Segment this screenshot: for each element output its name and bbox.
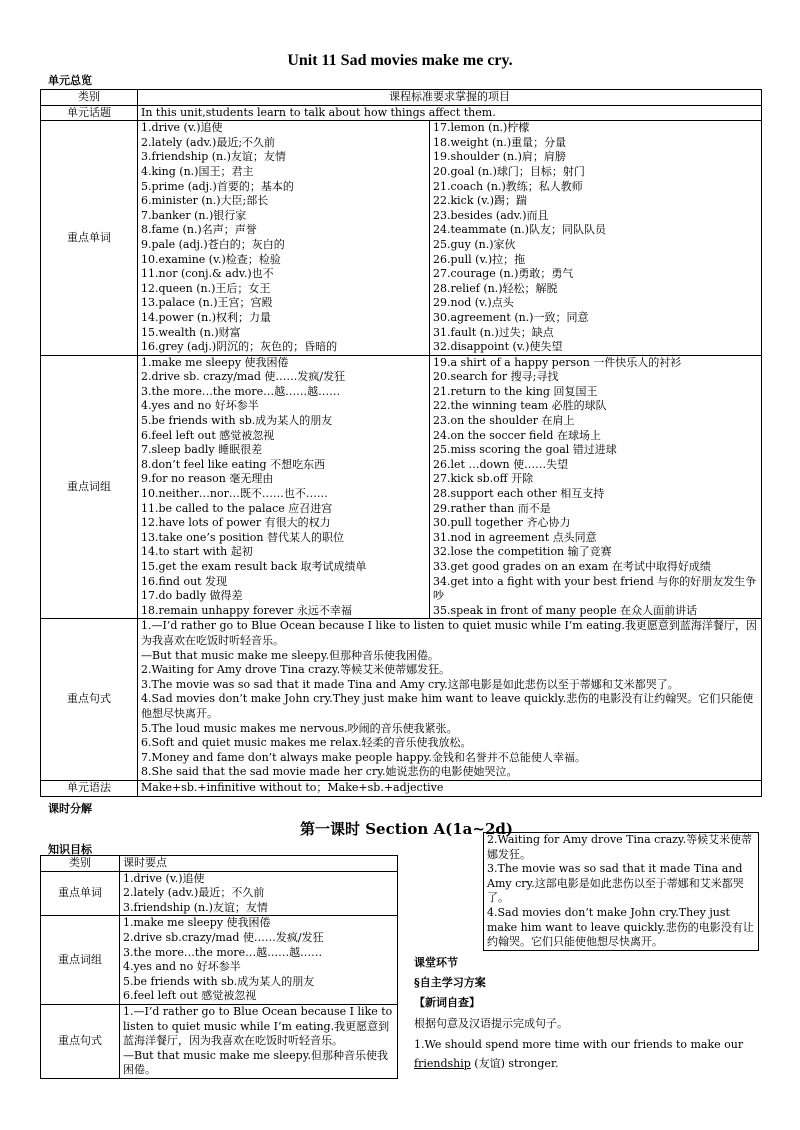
list-item: 17.lemon (n.)柠檬 (433, 121, 530, 135)
header-items: 课程标准要求掌握的项目 (138, 90, 762, 106)
list-item: 22.kick (v.)踢；踹 (433, 194, 527, 208)
list-item: 29.rather than 而不是 (433, 501, 551, 515)
list-item: 25.miss scoring the goal 错过进球 (433, 443, 617, 457)
lesson-phrase-list (120, 916, 398, 1005)
list-item: 11.be called to the palace 应召进宫 (141, 501, 333, 515)
sentences-list (138, 619, 762, 781)
list-item: 12.queen (n.)王后；女王 (141, 281, 271, 295)
phrases-row (41, 355, 762, 619)
list-item: 13.palace (n.)王宫；宫殿 (141, 296, 273, 310)
lesson-sentence-cell (120, 1004, 398, 1078)
list-item: 1.drive (v.)追使 (141, 121, 223, 135)
grammar-row (41, 780, 762, 796)
sentence-continuation-box (483, 832, 759, 951)
list-item: 9.for no reason 毫无理由 (141, 472, 274, 486)
list-item: 1.drive (v.)追使 (123, 871, 205, 885)
list-item: 20.search for 搜寻;寻找 (433, 370, 559, 384)
topic-text: In this unit,students learn to talk about how things affect them. (138, 105, 762, 121)
list-item: 24.on the soccer field 在球场上 (433, 428, 601, 442)
list-item: 7.Money and fame don’t always make people happy.金钱和名誉并不总能使人幸福。 (141, 750, 586, 764)
list-item: 25.guy (n.)家伙 (433, 237, 516, 251)
list-item: 28.relief (n.)轻松；解脱 (433, 281, 558, 295)
list-item: 3.friendship (n.)友谊；友情 (141, 150, 286, 164)
list-item: 14.power (n.)权利；力量 (141, 310, 272, 324)
lesson-sentence-1: 1.—I’d rather go to Blue Ocean because I like to listen to quiet music while I’m eating.我更愿意到蓝海洋餐厅，因为我喜欢在吃饭时听轻音乐。 (123, 1004, 393, 1048)
exercise-instruction: 根据句意及汉语提示完成句子。 (414, 1017, 568, 1030)
list-item: 4.yes and no 好坏参半 (141, 399, 259, 413)
list-item: 4.king (n.)国王；君主 (141, 164, 254, 178)
list-item: 5.be friends with sb.成为某人的朋友 (141, 414, 333, 428)
exercise-1 (414, 1035, 759, 1073)
list-item: 27.courage (n.)勇敢；勇气 (433, 267, 574, 281)
list-item: 10.neither…nor…既不……也不…… (141, 487, 328, 501)
list-item: 5.prime (adj.)首要的；基本的 (141, 179, 294, 193)
lesson-sentence-2: —But that music make me sleepy.但那种音乐使我困倦。 (123, 1048, 388, 1077)
list-item: 4.Sad movies don’t make John cry.They just make him want to leave quickly.悲伤的电影没有让约翰哭。它们只能使他想尽快离开。 (487, 905, 754, 949)
list-item: 8.She said that the sad movie made her cry.她说悲伤的电影使她哭泣。 (141, 765, 518, 779)
list-item: 29.nod (v.)点头 (433, 296, 514, 310)
list-item: 1.—I’d rather go to Blue Ocean because I like to listen to quiet music while I’m eating.我更愿意到蓝海洋餐厅，因为我喜欢在吃饭时听轻音乐。 (141, 619, 757, 647)
unit-overview-table (40, 89, 762, 797)
knowledge-label: 知识目标 (48, 843, 92, 856)
list-item: 26.let …down 使……失望 (433, 457, 569, 471)
list-item: 8.fame (n.)名声；声誉 (141, 223, 257, 237)
list-item: 2.Waiting for Amy drove Tina crazy.等候艾米使蒂娜发狂。 (141, 663, 451, 677)
lesson-vocab-list (120, 871, 398, 916)
grammar-text: Make+sb.+infinitive without to；Make+sb.+adjective (138, 780, 762, 796)
list-item: 12.have lots of power 有很大的权力 (141, 516, 331, 530)
list-item: 7.banker (n.)银行家 (141, 208, 247, 222)
list-item: 18.remain unhappy forever 永远不幸福 (141, 603, 352, 617)
list-item: 6.feel left out 感觉被忽视 (141, 428, 275, 442)
list-item: 2.drive sb. crazy/mad 使……发疯/发狂 (141, 370, 346, 384)
list-item: 21.return to the king 回复国王 (433, 384, 598, 398)
list-item: 19.a shirt of a happy person 一件快乐人的衬衫 (433, 355, 682, 369)
list-item: 5.be friends with sb.成为某人的朋友 (123, 974, 315, 988)
grammar-label: 单元语法 (41, 780, 138, 796)
exercise-1-tail: (友谊) stronger. (470, 1057, 559, 1070)
topic-row (41, 105, 762, 121)
vocab-left (138, 121, 430, 356)
unit-overview-label: 单元总览 (48, 74, 92, 87)
list-item: 24.teammate (n.)队友；同队队员 (433, 223, 606, 237)
list-item: 3.friendship (n.)友谊；友情 (123, 900, 268, 914)
list-item: 34.get into a fight with your best friend 与你的好朋友发生争吵 (433, 574, 757, 603)
exercise-1-text: 1.We should spend more time with our friends to make our (414, 1038, 744, 1051)
list-item: 9.pale (adj.)苍白的；灰白的 (141, 237, 285, 251)
list-item: 5.The loud music makes me nervous.吵闹的音乐使我紧张。 (141, 721, 458, 735)
lesson-sentence-row (41, 1004, 398, 1078)
list-item: 3.the more…the more…越……越…… (141, 384, 341, 398)
topic-label: 单元话题 (41, 105, 138, 121)
lesson-vocab-label: 重点单词 (41, 871, 120, 916)
list-item: 23.besides (adv.)而且 (433, 208, 549, 222)
list-item: 14.to start with 起初 (141, 545, 253, 559)
lesson-title: 第一课时 Section A(1a~2d) (300, 820, 513, 838)
phrases-left (138, 355, 430, 619)
list-item: 6.minister (n.)大臣;部长 (141, 194, 269, 208)
self-study-plan: §自主学习方案 (414, 976, 486, 989)
list-item: 13.take one’s position 替代某人的职位 (141, 530, 344, 544)
list-item: 6.Soft and quiet music makes me relax.轻柔的音乐使我放松。 (141, 736, 472, 750)
vocab-label: 重点单词 (41, 121, 138, 356)
list-item: 30.agreement (n.)一致；同意 (433, 310, 589, 324)
list-item: 35.speak in front of many people 在众人面前讲话 (433, 603, 698, 617)
list-item: —But that music make me sleepy.但那种音乐使我困倦。 (141, 648, 439, 662)
list-item: 26.pull (v.)拉；拖 (433, 252, 526, 266)
list-item: 1.make me sleepy 使我困倦 (123, 916, 271, 930)
list-item: 3.the more…the more…越……越…… (123, 945, 323, 959)
list-item: 16.grey (adj.)阴沉的；灰色的；昏暗的 (141, 340, 338, 354)
list-item: 31.nod in agreement 点头同意 (433, 530, 597, 544)
vocab-right (430, 121, 762, 356)
list-item: 17.do badly 做得差 (141, 589, 243, 603)
phrases-label: 重点词组 (41, 355, 138, 619)
list-item: 2.Waiting for Amy drove Tina crazy.等候艾米使蒂娜发狂。 (487, 833, 753, 861)
lesson-sentence-label: 重点句式 (41, 1004, 120, 1078)
list-item: 8.don’t feel like eating 不想吃东西 (141, 457, 326, 471)
list-item: 22.the winning team 必胜的球队 (433, 399, 607, 413)
sentences-row (41, 619, 762, 781)
list-item: 10.examine (v.)检查；检验 (141, 252, 281, 266)
lesson-phrase-row (41, 916, 398, 1005)
list-item: 7.sleep badly 睡眠很差 (141, 443, 263, 457)
new-word-check: 【新词自查】 (414, 996, 480, 1009)
vocab-row (41, 121, 762, 356)
list-item: 27.kick sb.off 开除 (433, 472, 534, 486)
list-item: 2.drive sb.crazy/mad 使……发疯/发狂 (123, 930, 324, 944)
table-header-row (41, 90, 762, 106)
list-item: 19.shoulder (n.)肩；肩膀 (433, 150, 566, 164)
lesson-vocab-row (41, 871, 398, 916)
list-item: 11.nor (conj.& adv.)也不 (141, 267, 274, 281)
lesson-table (40, 855, 398, 1079)
list-item: 32.disappoint (v.)使失望 (433, 340, 563, 354)
list-item: 4.Sad movies don’t make John cry.They just make him want to leave quickly.悲伤的电影没有让约翰哭。它们只能使他想尽快离开。 (141, 692, 754, 720)
list-item: 3.The movie was so sad that it made Tina and Amy cry.这部电影是如此悲伤以至于蒂娜和艾米都哭了。 (141, 677, 679, 691)
list-item: 15.get the exam result back 取考试成绩单 (141, 560, 367, 573)
list-item: 16.find out 发现 (141, 574, 228, 588)
list-item: 28.support each other 相互支持 (433, 487, 605, 501)
list-item: 32.lose the competition 输了竞赛 (433, 545, 612, 559)
list-item: 20.goal (n.)球门；目标；射门 (433, 164, 585, 178)
exercise-1-answer: friendship (414, 1057, 471, 1070)
lesson-header-items: 课时要点 (120, 856, 398, 872)
list-item: 3.The movie was so sad that it made Tina and Amy cry.这部电影是如此悲伤以至于蒂娜和艾米都哭了。 (487, 862, 744, 905)
list-item: 15.wealth (n.)财富 (141, 325, 241, 339)
list-item: 6.feel left out 感觉被忽视 (123, 989, 257, 1003)
lesson-phrase-label: 重点词组 (41, 916, 120, 1005)
list-item: 1.make me sleepy 使我困倦 (141, 355, 289, 369)
lesson-split-label: 课时分解 (48, 802, 92, 815)
list-item: 21.coach (n.)教练；私人教师 (433, 179, 583, 193)
list-item: 4.yes and no 好坏参半 (123, 960, 241, 974)
unit-title: Unit 11 Sad movies make me cry. (287, 52, 513, 69)
sentences-label: 重点句式 (41, 619, 138, 781)
list-item: 18.weight (n.)重量；分量 (433, 135, 567, 149)
lesson-header-category: 类别 (41, 856, 120, 872)
list-item: 23.on the shoulder 在肩上 (433, 414, 575, 428)
list-item: 31.fault (n.)过失；缺点 (433, 325, 554, 339)
list-item: 2.lately (adv.)最近；不久前 (123, 886, 265, 900)
continuation-list (484, 833, 759, 951)
list-item: 2.lately (adv.)最近;不久前 (141, 135, 276, 149)
list-item: 33.get good grades on an exam 在考试中取得好成绩 (433, 560, 711, 573)
lesson-table-header (41, 856, 398, 872)
phrases-right (430, 355, 762, 619)
list-item: 30.pull together 齐心协力 (433, 516, 571, 530)
classroom-heading: 课堂环节 (414, 956, 458, 969)
header-category: 类别 (41, 90, 138, 106)
